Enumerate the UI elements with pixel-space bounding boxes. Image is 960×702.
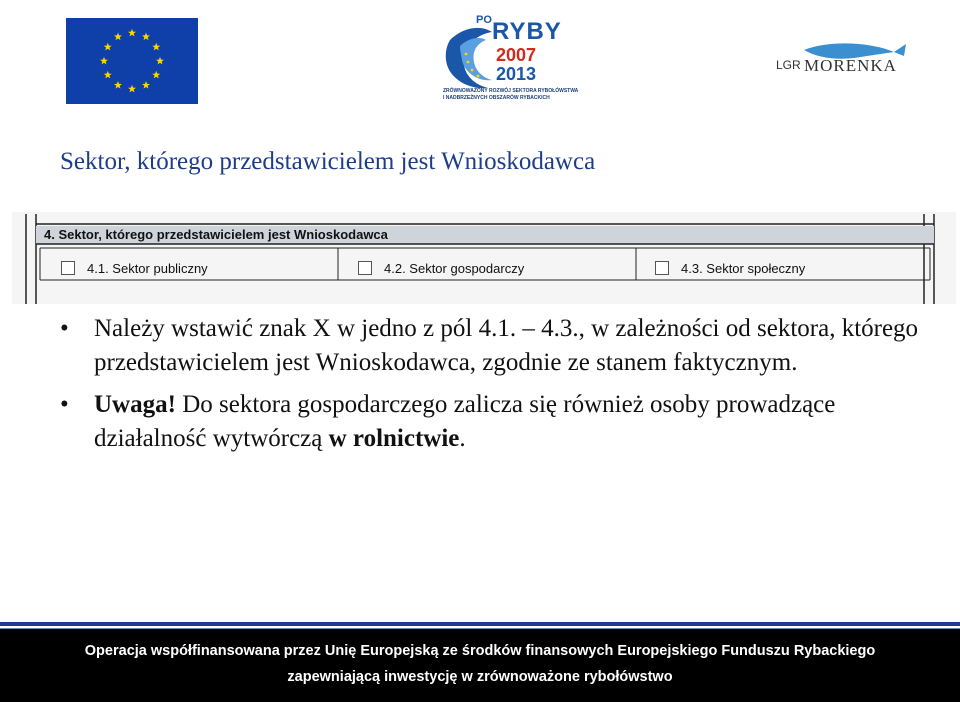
ryby-po-text: PO <box>476 14 492 26</box>
eu-flag-icon <box>66 18 198 104</box>
ryby-year-end: 2013 <box>496 64 537 84</box>
footer-line-1: Operacja współfinansowana przez Unię Europejską ze środków finansowych Europejskiego Funduszu Rybackiego <box>84 643 876 659</box>
option-label: 4.3. Sektor społeczny <box>681 260 806 276</box>
checkbox-social-sector[interactable] <box>655 261 669 275</box>
ryby-name-text: RYBY <box>492 18 562 45</box>
ryby-subtitle-2: I NADBRZEŻNYCH OBSZARÓW RYBACKICH <box>443 95 550 101</box>
option-economic-sector[interactable] <box>358 257 524 279</box>
logo-bar <box>0 0 960 120</box>
form-section-header: 4. Sektor, którego przedstawicielem jest Wnioskodawca <box>44 227 388 242</box>
checkbox-public-sector[interactable] <box>61 261 75 275</box>
note-emphasis: w rolnictwie <box>328 425 460 452</box>
bullet-icon: • <box>60 315 69 342</box>
bullet-instruction <box>60 312 940 380</box>
footer-divider <box>0 622 960 626</box>
lgr-name: MORENKA <box>804 56 897 75</box>
note-text: Do sektora gospodarczego zalicza się również osoby prowadzące działalność wytwórczą <box>94 391 836 452</box>
checkbox-economic-sector[interactable] <box>358 261 372 275</box>
lgr-prefix: LGR <box>776 58 801 72</box>
bullet-list <box>60 312 940 456</box>
option-label: 4.2. Sektor gospodarczy <box>384 260 525 276</box>
footer-line-2: zapewniającą inwestycję w zrównoważone rybołówstwo <box>287 669 673 685</box>
bullet-icon: • <box>60 391 69 418</box>
footer <box>0 629 960 702</box>
page-title: Sektor, którego przedstawicielem jest Wnioskodawca <box>60 148 596 175</box>
ryby-year-start: 2007 <box>496 45 537 65</box>
note-lead: Uwaga! <box>94 391 176 418</box>
option-public-sector[interactable] <box>61 257 208 279</box>
ryby-subtitle-1: ZRÓWNOWAŻONY ROZWÓJ SEKTORA RYBOŁÓWSTWA <box>443 88 579 94</box>
bullet-note <box>60 388 940 456</box>
bullet-text: Należy wstawić znak X w jedno z pól 4.1. – 4.3., w zależności od sektora, którego przedstawicielem jest Wnioskodawca, zgodnie ze stanem faktycznym. <box>94 315 919 376</box>
option-social-sector[interactable] <box>655 257 805 279</box>
option-label: 4.1. Sektor publiczny <box>87 260 208 276</box>
note-end: . <box>459 425 466 452</box>
